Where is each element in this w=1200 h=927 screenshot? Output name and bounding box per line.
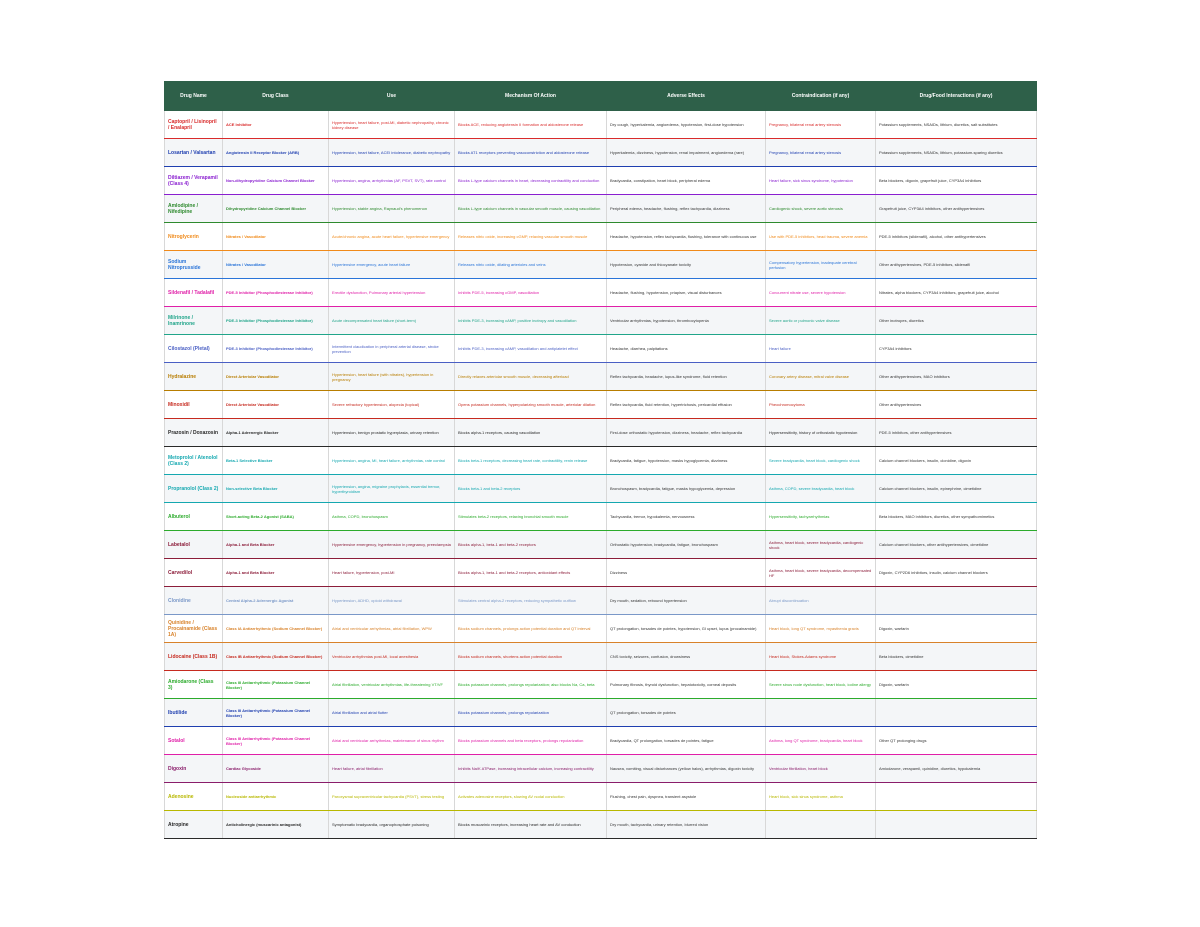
cell-use: Hypertension, heart failure (with nitrates), hypertension in pregnancy (329, 363, 455, 391)
cell-use: Hypertension, angina, arrhythmias (AF, PSVT, SVT), rate control (329, 167, 455, 195)
cell-drug-name: Diltiazem / Verapamil (Class 4) (165, 167, 223, 195)
cell-drug-class: PDE-5 Inhibitor (Phosphodiesterase Inhibitor) (223, 279, 329, 307)
cell-adverse-effects: Dizziness (607, 559, 766, 587)
cell-drug-class: Anticholinergic (muscarinic antagonist) (223, 811, 329, 839)
cell-mechanism: Blocks L-type calcium channels in vascular smooth muscle, causing vasodilation (455, 195, 607, 223)
cell-mechanism: Inhibits Na/K ATPase, increasing intracellular calcium, increasing contractility (455, 755, 607, 783)
cell-use: Symptomatic bradycardia, organophosphate poisoning (329, 811, 455, 839)
cell-interactions: Potassium supplements, NSAIDs, lithium, potassium-sparing diuretics (876, 139, 1037, 167)
header-contraindication: Contraindication (if any) (766, 82, 876, 111)
cell-drug-class: Class IB Antiarrhythmic (Sodium Channel Blocker) (223, 643, 329, 671)
table-row (165, 727, 1037, 755)
cell-interactions: Grapefruit juice, CYP3A4 inhibitors, other antihypertensives (876, 195, 1037, 223)
cell-contraindication: Heart block, Stokes-Adams syndrome (766, 643, 876, 671)
cell-adverse-effects: Flushing, chest pain, dyspnea, transient asystole (607, 783, 766, 811)
cell-drug-name: Adenosine (165, 783, 223, 811)
cell-mechanism: Blocks beta-1 receptors, decreasing heart rate, contractility, renin release (455, 447, 607, 475)
cell-drug-name: Propranolol (Class 2) (165, 475, 223, 503)
cell-adverse-effects: Dry cough, hyperkalemia, angioedema, hypotension, first-dose hypotension (607, 111, 766, 139)
cell-use: Hypertension, angina, migraine prophylaxis, essential tremor, hyperthyroidism (329, 475, 455, 503)
table-row (165, 307, 1037, 335)
cell-interactions: Calcium channel blockers, insulin, clonidine, digoxin (876, 447, 1037, 475)
cell-contraindication: Heart failure, sick sinus syndrome, hypotension (766, 167, 876, 195)
cell-contraindication: Asthma, COPD, severe bradycardia, heart block (766, 475, 876, 503)
cell-interactions: Beta blockers, digoxin, grapefruit juice, CYP3A4 inhibitors (876, 167, 1037, 195)
cell-drug-name: Amiodarone (Class 3) (165, 671, 223, 699)
table-row (165, 391, 1037, 419)
cell-drug-class: ACE Inhibitor (223, 111, 329, 139)
cell-mechanism: Blocks alpha-1, beta-1 and beta-2 receptors (455, 531, 607, 559)
cell-interactions: Other antihypertensives (876, 391, 1037, 419)
cell-use: Intermittent claudication in peripheral arterial disease, stroke prevention (329, 335, 455, 363)
cell-mechanism: Blocks sodium channels, shortens action potential duration (455, 643, 607, 671)
cell-contraindication: Hypersensitivity, history of orthostatic hypotension (766, 419, 876, 447)
cell-use: Hypertensive emergency, hypertension in pregnancy, preeclampsia (329, 531, 455, 559)
cell-contraindication: Cardiogenic shock, severe aortic stenosis (766, 195, 876, 223)
cell-mechanism: Blocks AT1 receptors preventing vasoconstriction and aldosterone release (455, 139, 607, 167)
cell-drug-class: Nucleoside antiarrhythmic (223, 783, 329, 811)
cell-mechanism: Directly relaxes arteriolar smooth muscle, decreasing afterload (455, 363, 607, 391)
cell-interactions: Amiodarone, verapamil, quinidine, diuretics, hypokalemia (876, 755, 1037, 783)
cell-use: Atrial fibrillation and atrial flutter (329, 699, 455, 727)
cell-drug-class: Alpha-1 Adrenergic Blocker (223, 419, 329, 447)
cell-use: Atrial and ventricular arrhythmias, atrial fibrillation, WPW (329, 615, 455, 643)
cell-drug-name: Digoxin (165, 755, 223, 783)
cell-drug-name: Clonidine (165, 587, 223, 615)
cell-drug-name: Metoprolol / Atenolol (Class 2) (165, 447, 223, 475)
cell-drug-class: PDE-3 Inhibitor (Phosphodiesterase Inhibitor) (223, 307, 329, 335)
cell-use: Severe refractory hypertension, alopecia (topical) (329, 391, 455, 419)
cell-drug-name: Minoxidil (165, 391, 223, 419)
table-row (165, 811, 1037, 839)
cell-adverse-effects: Ventricular arrhythmias, hypotension, thrombocytopenia (607, 307, 766, 335)
cell-drug-name: Quinidine / Procainamide (Class 1A) (165, 615, 223, 643)
cell-contraindication: Pregnancy, bilateral renal artery stenosis (766, 111, 876, 139)
cell-drug-name: Sodium Nitroprusside (165, 251, 223, 279)
cell-interactions: Digoxin, warfarin (876, 615, 1037, 643)
cell-drug-class: Class III Antiarrhythmic (Potassium Channel Blocker) (223, 699, 329, 727)
cell-interactions: Digoxin, warfarin (876, 671, 1037, 699)
cell-contraindication: Pheochromocytoma (766, 391, 876, 419)
cell-interactions: PDE-5 inhibitors, other antihypertensives (876, 419, 1037, 447)
cell-adverse-effects: Reflex tachycardia, headache, lupus-like syndrome, fluid retention (607, 363, 766, 391)
table-row (165, 419, 1037, 447)
cell-adverse-effects: Headache, hypotension, reflex tachycardia, flushing, tolerance with continuous use (607, 223, 766, 251)
cell-drug-class: Nitrates / Vasodilator (223, 251, 329, 279)
cell-mechanism: Blocks alpha-1, beta-1 and beta-2 receptors, antioxidant effects (455, 559, 607, 587)
cell-adverse-effects: Dry mouth, tachycardia, urinary retention, blurred vision (607, 811, 766, 839)
cell-contraindication: Asthma, heart block, severe bradycardia, decompensated HF (766, 559, 876, 587)
cell-use: Hypertension, ADHD, opioid withdrawal (329, 587, 455, 615)
cell-adverse-effects: Pulmonary fibrosis, thyroid dysfunction, hepatotoxicity, corneal deposits (607, 671, 766, 699)
cell-use: Paroxysmal supraventricular tachycardia (PSVT), stress testing (329, 783, 455, 811)
cell-drug-name: Captopril / Lisinopril / Enalapril (165, 111, 223, 139)
cell-drug-name: Lidocaine (Class 1B) (165, 643, 223, 671)
cell-use: Ventricular arrhythmias post-MI, local anesthesia (329, 643, 455, 671)
table-row (165, 643, 1037, 671)
cell-adverse-effects: Bradycardia, QT prolongation, torsades de pointes, fatigue (607, 727, 766, 755)
cell-drug-name: Hydralazine (165, 363, 223, 391)
cell-use: Hypertension, angina, MI, heart failure, arrhythmias, rate control (329, 447, 455, 475)
cell-contraindication: Concurrent nitrate use, severe hypotension (766, 279, 876, 307)
cell-contraindication: Asthma, long QT syndrome, bradycardia, heart block (766, 727, 876, 755)
cell-adverse-effects: Hypotension, cyanide and thiocyanate toxicity (607, 251, 766, 279)
cell-interactions: Calcium channel blockers, other antihypertensives, cimetidine (876, 531, 1037, 559)
header-row (165, 82, 1037, 111)
cell-contraindication: Abrupt discontinuation (766, 587, 876, 615)
table-row (165, 335, 1037, 363)
cell-drug-class: Class III Antiarrhythmic (Potassium Channel Blocker) (223, 671, 329, 699)
table-row (165, 503, 1037, 531)
cell-drug-name: Prazosin / Doxazosin (165, 419, 223, 447)
cell-adverse-effects: Bradycardia, constipation, heart block, peripheral edema (607, 167, 766, 195)
cell-drug-class: Nitrates / Vasodilator (223, 223, 329, 251)
table-row (165, 671, 1037, 699)
cell-drug-class: Central Alpha-2 Adrenergic Agonist (223, 587, 329, 615)
cell-contraindication: Hypersensitivity, tachyarrhythmias (766, 503, 876, 531)
table-row (165, 279, 1037, 307)
cell-interactions: Other antihypertensives, MAO inhibitors (876, 363, 1037, 391)
header-adverse-effects: Adverse Effects (607, 82, 766, 111)
cell-use: Acute/chronic angina, acute heart failure, hypertensive emergency (329, 223, 455, 251)
cell-adverse-effects: Peripheral edema, headache, flushing, reflex tachycardia, dizziness (607, 195, 766, 223)
cell-contraindication: Severe sinus node dysfunction, heart block, iodine allergy (766, 671, 876, 699)
cell-interactions: Other antihypertensives, PDE-5 inhibitors, sildenafil (876, 251, 1037, 279)
cell-drug-class: Cardiac Glycoside (223, 755, 329, 783)
cell-mechanism: Opens potassium channels, hyperpolarizing smooth muscle, arteriolar dilation (455, 391, 607, 419)
cell-contraindication: Heart failure (766, 335, 876, 363)
cell-drug-name: Losartan / Valsartan (165, 139, 223, 167)
cell-contraindication: Heart block, long QT syndrome, myasthenia gravis (766, 615, 876, 643)
cell-mechanism: Blocks potassium channels, prolongs repolarization (455, 699, 607, 727)
cell-mechanism: Blocks L-type calcium channels in heart, decreasing contractility and conduction (455, 167, 607, 195)
cell-interactions: Beta blockers, cimetidine (876, 643, 1037, 671)
cell-interactions: Other inotropes, diuretics (876, 307, 1037, 335)
cell-interactions: Digoxin, CYP2D6 inhibitors, insulin, calcium channel blockers (876, 559, 1037, 587)
cell-contraindication: Heart block, sick sinus syndrome, asthma (766, 783, 876, 811)
cell-use: Hypertension, stable angina, Raynaud's phenomenon (329, 195, 455, 223)
cell-drug-name: Amlodipine / Nifedipine (165, 195, 223, 223)
cell-use: Hypertensive emergency, acute heart failure (329, 251, 455, 279)
header-drug-name: Drug Name (165, 82, 223, 111)
cell-use: Hypertension, heart failure, post-MI, diabetic nephropathy, chronic kidney disease (329, 111, 455, 139)
cell-contraindication (766, 811, 876, 839)
cell-mechanism: Blocks muscarinic receptors, increasing heart rate and AV conduction (455, 811, 607, 839)
cell-adverse-effects: Tachycardia, tremor, hypokalemia, nervousness (607, 503, 766, 531)
table-row (165, 559, 1037, 587)
header-drug-class: Drug Class (223, 82, 329, 111)
cell-drug-class: Beta-1 Selective Blocker (223, 447, 329, 475)
cell-adverse-effects: QT prolongation, torsades de pointes, hypotension, GI upset, lupus (procainamide) (607, 615, 766, 643)
table-row (165, 783, 1037, 811)
cell-contraindication (766, 699, 876, 727)
cell-mechanism: Activates adenosine receptors, slowing AV nodal conduction (455, 783, 607, 811)
cell-interactions: PDE-5 inhibitors (sildenafil), alcohol, other antihypertensives (876, 223, 1037, 251)
cell-drug-name: Albuterol (165, 503, 223, 531)
table-row (165, 139, 1037, 167)
cell-drug-class: Non-selective Beta Blocker (223, 475, 329, 503)
header-mechanism: Mechanism Of Action (455, 82, 607, 111)
cell-mechanism: Blocks potassium channels, prolongs repolarization; also blocks Na, Ca, beta (455, 671, 607, 699)
cell-contraindication: Asthma, heart block, severe bradycardia, cardiogenic shock (766, 531, 876, 559)
cell-mechanism: Blocks sodium channels, prolongs action potential duration and QT interval (455, 615, 607, 643)
cell-mechanism: Inhibits PDE-3, increasing cAMP, vasodilation and antiplatelet effect (455, 335, 607, 363)
cell-drug-name: Ibutilide (165, 699, 223, 727)
cell-interactions (876, 587, 1037, 615)
table-row (165, 223, 1037, 251)
cell-drug-class: PDE-3 Inhibitor (Phosphodiesterase Inhibitor) (223, 335, 329, 363)
cell-mechanism: Blocks alpha-1 receptors, causing vasodilation (455, 419, 607, 447)
cell-use: Erectile dysfunction, Pulmonary arterial hypertension (329, 279, 455, 307)
table-body (165, 111, 1037, 839)
cell-interactions: Nitrates, alpha blockers, CYP3A4 inhibitors, grapefruit juice, alcohol (876, 279, 1037, 307)
table-row (165, 167, 1037, 195)
cell-use: Acute decompensated heart failure (short-term) (329, 307, 455, 335)
cell-adverse-effects: First-dose orthostatic hypotension, dizziness, headache, reflex tachycardia (607, 419, 766, 447)
cell-drug-name: Milrinone / Inamrinone (165, 307, 223, 335)
drug-table (164, 81, 1037, 839)
cell-drug-class: Class IA Antiarrhythmic (Sodium Channel Blocker) (223, 615, 329, 643)
cell-drug-name: Sildenafil / Tadalafil (165, 279, 223, 307)
table-row (165, 755, 1037, 783)
cell-interactions: Beta blockers, MAO inhibitors, diuretics, other sympathomimetics (876, 503, 1037, 531)
header-interactions: Drug/Food Interactions (if any) (876, 82, 1037, 111)
cell-interactions: Potassium supplements, NSAIDs, lithium, diuretics, salt substitutes (876, 111, 1037, 139)
cell-drug-class: Alpha-1 and Beta Blocker (223, 531, 329, 559)
cell-contraindication: Severe aortic or pulmonic valve disease (766, 307, 876, 335)
cell-mechanism: Blocks ACE, reducing angiotensin II formation and aldosterone release (455, 111, 607, 139)
cell-use: Atrial fibrillation, ventricular arrhythmias, life-threatening VT/VF (329, 671, 455, 699)
cell-adverse-effects: Hyperkalemia, dizziness, hypotension, renal impairment, angioedema (rare) (607, 139, 766, 167)
cell-use: Asthma, COPD, bronchospasm (329, 503, 455, 531)
cell-contraindication: Ventricular fibrillation, heart block (766, 755, 876, 783)
table-row (165, 251, 1037, 279)
cell-drug-class: Direct Arteriolar Vasodilator (223, 363, 329, 391)
cell-drug-name: Labetalol (165, 531, 223, 559)
cell-drug-class: Angiotensin II Receptor Blocker (ARB) (223, 139, 329, 167)
cell-interactions: CYP3A4 inhibitors (876, 335, 1037, 363)
cell-use: Heart failure, atrial fibrillation (329, 755, 455, 783)
table-row (165, 111, 1037, 139)
cell-contraindication: Pregnancy, bilateral renal artery stenosis (766, 139, 876, 167)
cell-adverse-effects: Nausea, vomiting, visual disturbances (yellow halos), arrhythmias, digoxin toxicity (607, 755, 766, 783)
cell-interactions (876, 699, 1037, 727)
table-row (165, 615, 1037, 643)
cell-adverse-effects: CNS toxicity, seizures, confusion, drowsiness (607, 643, 766, 671)
cell-adverse-effects: Headache, diarrhea, palpitations (607, 335, 766, 363)
cell-mechanism: Stimulates beta-2 receptors, relaxing bronchial smooth muscle (455, 503, 607, 531)
cell-adverse-effects: Headache, flushing, hypotension, priapism, visual disturbances (607, 279, 766, 307)
cell-adverse-effects: Dry mouth, sedation, rebound hypertension (607, 587, 766, 615)
cell-drug-name: Sotalol (165, 727, 223, 755)
cell-mechanism: Blocks potassium channels and beta receptors, prolongs repolarization (455, 727, 607, 755)
table-row (165, 363, 1037, 391)
cell-adverse-effects: Orthostatic hypotension, bradycardia, fatigue, bronchospasm (607, 531, 766, 559)
cell-contraindication: Compensatory hypertension, inadequate cerebral perfusion (766, 251, 876, 279)
cell-interactions: Other QT prolonging drugs (876, 727, 1037, 755)
cell-drug-class: Alpha-1 and Beta Blocker (223, 559, 329, 587)
cell-drug-class: Short-acting Beta-2 Agonist (SABA) (223, 503, 329, 531)
table-header (165, 82, 1037, 111)
cell-mechanism: Blocks beta-1 and beta-2 receptors (455, 475, 607, 503)
cell-use: Atrial and ventricular arrhythmias, maintenance of sinus rhythm (329, 727, 455, 755)
table-row (165, 587, 1037, 615)
cell-interactions: Calcium channel blockers, insulin, epinephrine, cimetidine (876, 475, 1037, 503)
cell-contraindication: Coronary artery disease, mitral valve disease (766, 363, 876, 391)
cell-contraindication: Use with PDE-5 inhibitors, head trauma, severe anemia (766, 223, 876, 251)
cell-use: Hypertension, benign prostatic hyperplasia, urinary retention (329, 419, 455, 447)
cell-mechanism: Stimulates central alpha-2 receptors, reducing sympathetic outflow (455, 587, 607, 615)
cell-drug-name: Carvedilol (165, 559, 223, 587)
cell-drug-name: Cilostazol (Pletal) (165, 335, 223, 363)
cell-adverse-effects: Bronchospasm, bradycardia, fatigue, masks hypoglycemia, depression (607, 475, 766, 503)
cell-drug-class: Class III Antiarrhythmic (Potassium Channel Blocker) (223, 727, 329, 755)
cell-mechanism: Inhibits PDE-3, increasing cAMP, positive inotropy and vasodilation (455, 307, 607, 335)
cell-drug-class: Non-dihydropyridine Calcium Channel Blocker (223, 167, 329, 195)
cell-contraindication: Severe bradycardia, heart block, cardiogenic shock (766, 447, 876, 475)
table-row (165, 475, 1037, 503)
cell-adverse-effects: Reflex tachycardia, fluid retention, hypertrichosis, pericardial effusion (607, 391, 766, 419)
cell-drug-name: Nitroglycerin (165, 223, 223, 251)
cell-adverse-effects: QT prolongation, torsades de pointes (607, 699, 766, 727)
cell-adverse-effects: Bradycardia, fatigue, hypotension, masks hypoglycemia, dizziness (607, 447, 766, 475)
cell-mechanism: Releases nitric oxide, dilating arterioles and veins (455, 251, 607, 279)
cell-interactions (876, 811, 1037, 839)
cell-drug-class: Dihydropyridine Calcium Channel Blocker (223, 195, 329, 223)
header-use: Use (329, 82, 455, 111)
cell-drug-class: Direct Arteriolar Vasodilator (223, 391, 329, 419)
cell-use: Heart failure, hypertension, post-MI (329, 559, 455, 587)
cell-mechanism: Inhibits PDE-5, increasing cGMP, vasodilation (455, 279, 607, 307)
table-row (165, 447, 1037, 475)
cell-use: Hypertension, heart failure, ACEI intolerance, diabetic nephropathy (329, 139, 455, 167)
cell-mechanism: Releases nitric oxide, increasing cGMP, relaxing vascular smooth muscle (455, 223, 607, 251)
table-row (165, 195, 1037, 223)
cell-interactions (876, 783, 1037, 811)
table-row (165, 699, 1037, 727)
table-row (165, 531, 1037, 559)
cell-drug-name: Atropine (165, 811, 223, 839)
